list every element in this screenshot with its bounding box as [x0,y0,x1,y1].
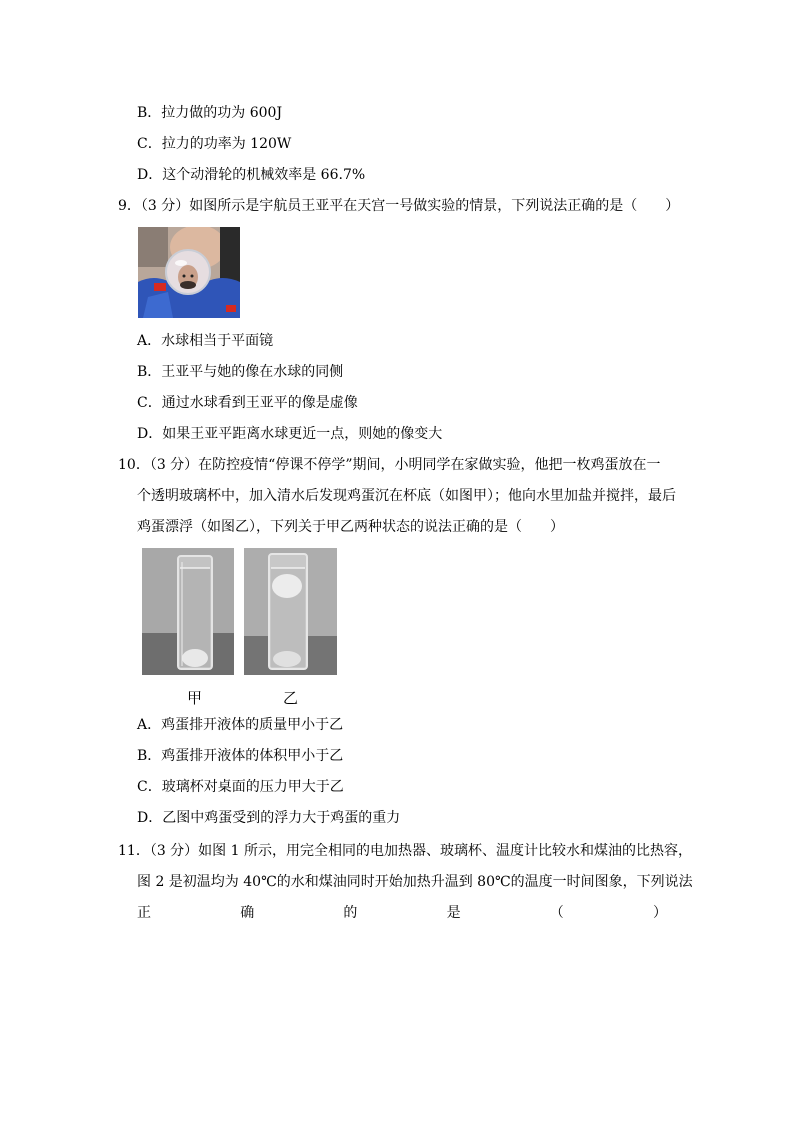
spread-char: （ [549,905,564,921]
spread-char: 是 [446,905,461,921]
caption-yi: 乙 [283,689,299,707]
egg-floating-glass-photo [244,548,337,675]
q9-option-a: A．水球相当于平面镜 [137,333,274,349]
question-11-stem-line-1: 11．（3 分）如图 1 所示，用完全相同的电加热器、玻璃杯、温度计比较水和煤油的比热容， [118,843,692,859]
egg-sinking-glass-photo [142,548,234,675]
caption-jia: 甲 [187,689,203,707]
q9-option-b: B．王亚平与她的像在水球的同侧 [137,364,344,380]
q9-option-c: C．通过水球看到王亚平的像是虚像 [137,395,358,411]
prev-option-c: C．拉力的功率为 120W [137,136,292,152]
question-10-stem-line-1: 10．（3 分）在防控疫情“停课不停学”期间，小明同学在家做实验，他把一枚鸡蛋放在一 [118,457,661,473]
spread-char: 确 [240,905,255,921]
question-10-stem-line-2: 个透明玻璃杯中，加入清水后发现鸡蛋沉在杯底（如图甲）；他向水里加盐并搅拌，最后 [137,488,676,504]
q10-option-c: C．玻璃杯对桌面的压力甲大于乙 [137,779,344,795]
q10-option-b: B．鸡蛋排开液体的体积甲小于乙 [137,748,344,764]
spread-char: 正 [137,905,151,921]
question-10-stem-line-3: 鸡蛋漂浮（如图乙），下列关于甲乙两种状态的说法正确的是（ ） [137,519,564,535]
q10-option-a: A．鸡蛋排开液体的质量甲小于乙 [137,717,344,733]
spread-char: ） [652,905,667,921]
spread-char: 的 [343,905,358,921]
prev-option-d: D．这个动滑轮的机械效率是 66.7% [137,167,366,183]
question-11-stem-line-3 [137,903,667,923]
q9-option-d: D．如果王亚平距离水球更近一点，则她的像变大 [137,426,443,442]
question-11-stem-line-2: 图 2 是初温均为 40℃的水和煤油同时开始加热升温到 80℃的温度一时间图象，下列说法 [137,874,693,890]
question-9-stem: 9．（3 分）如图所示是宇航员王亚平在天宫一号做实验的情景，下列说法正确的是（ ） [118,198,680,214]
prev-option-b: B．拉力做的功为 600J [137,105,283,121]
astronaut-water-ball-photo [138,227,240,318]
q10-option-d: D．乙图中鸡蛋受到的浮力大于鸡蛋的重力 [137,810,401,826]
